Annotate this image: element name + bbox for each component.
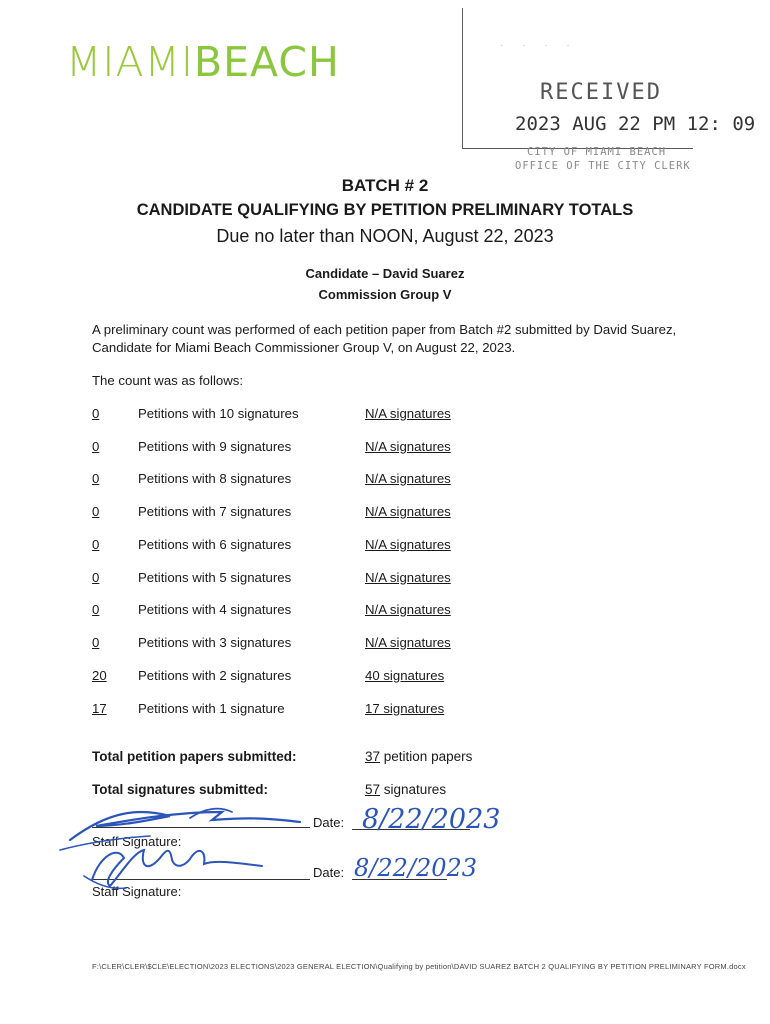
petition-count: 0 xyxy=(92,504,100,519)
petition-count: 0 xyxy=(92,439,100,454)
petition-description: Petitions with 10 signatures xyxy=(138,406,299,421)
signature-count: 40 signatures xyxy=(365,668,445,683)
signature-count: N/A signatures xyxy=(365,602,451,617)
petition-count: 0 xyxy=(92,570,100,585)
petition-count: 0 xyxy=(92,537,100,552)
petition-description: Petitions with 7 signatures xyxy=(138,504,292,519)
petition-count: 0 xyxy=(92,406,100,421)
petition-count: 0 xyxy=(92,471,100,486)
signature-count: N/A signatures xyxy=(365,504,451,519)
signature-count: N/A signatures xyxy=(365,537,451,552)
petition-description: Petitions with 5 signatures xyxy=(138,570,292,585)
stamp-specks: · · · · xyxy=(500,40,578,51)
total-signatures-value: 57 xyxy=(365,782,381,797)
file-path-footer: F:\CLER\CLER\$CLE\ELECTION\2023 ELECTIONS\2023 GENERAL ELECTION\Qualifying by petition\DAVID SUAREZ BATCH 2 QUALIFYING BY PETITION PRELIMINARY FORM.docx xyxy=(92,962,746,971)
stamp-received: RECEIVED xyxy=(540,80,662,105)
total-papers-label: Total petition papers submitted: xyxy=(92,749,297,764)
commission-group: Commission Group V xyxy=(318,287,452,302)
count-intro: The count was as follows: xyxy=(92,373,243,388)
stamp-office: OFFICE OF THE CITY CLERK xyxy=(515,160,691,172)
petition-description: Petitions with 4 signatures xyxy=(138,602,292,617)
petition-count: 20 xyxy=(92,668,107,683)
staff-signature-label-1: Staff Signature: xyxy=(92,834,182,849)
petition-description: Petitions with 2 signatures xyxy=(138,668,292,683)
total-papers-value: 37 xyxy=(365,749,381,764)
signature-count: 17 signatures xyxy=(365,701,445,716)
date-label-1: Date: xyxy=(313,815,345,830)
signature-count: N/A signatures xyxy=(365,406,451,421)
date-label-2: Date: xyxy=(313,865,345,880)
candidate-name: Candidate – David Suarez xyxy=(305,266,465,281)
batch-number: BATCH # 2 xyxy=(341,176,429,195)
document-title: CANDIDATE QUALIFYING BY PETITION PRELIMINARY TOTALS xyxy=(136,201,634,219)
petition-count: 17 xyxy=(92,701,107,716)
signature-count: N/A signatures xyxy=(365,471,451,486)
signature-count: N/A signatures xyxy=(365,570,451,585)
petition-description: Petitions with 9 signatures xyxy=(138,439,292,454)
intro-paragraph: A preliminary count was performed of each petition paper from Batch #2 submitted by David Suarez, Candidate for Miami Beach Commissioner Group V, on August 22, 2023. xyxy=(92,322,677,355)
total-signatures-label: Total signatures submitted: xyxy=(92,782,269,797)
logo-text-miami: MIAMI xyxy=(66,38,194,86)
signature-count: N/A signatures xyxy=(365,439,451,454)
petition-description: Petitions with 1 signature xyxy=(138,701,285,716)
stamp-date: 2023 AUG 22 PM 12: 09 xyxy=(515,113,756,135)
signature-count: N/A signatures xyxy=(365,635,451,650)
petition-count: 0 xyxy=(92,635,100,650)
total-papers-unit: petition papers xyxy=(380,749,473,764)
handwritten-date-1: 8/22/2023 xyxy=(362,804,501,835)
handwritten-date-2: 8/22/2023 xyxy=(354,854,478,882)
staff-signature-label-2: Staff Signature: xyxy=(92,884,182,899)
petition-description: Petitions with 6 signatures xyxy=(138,537,292,552)
petition-count: 0 xyxy=(92,602,100,617)
petition-description: Petitions with 3 signatures xyxy=(138,635,292,650)
due-date: Due no later than NOON, August 22, 2023 xyxy=(216,226,554,246)
stamp-city: CITY OF MIAMI BEACH xyxy=(527,146,667,158)
logo-text-beach: BEACH xyxy=(193,38,340,86)
petition-description: Petitions with 8 signatures xyxy=(138,471,292,486)
total-signatures-unit: signatures xyxy=(380,782,447,797)
